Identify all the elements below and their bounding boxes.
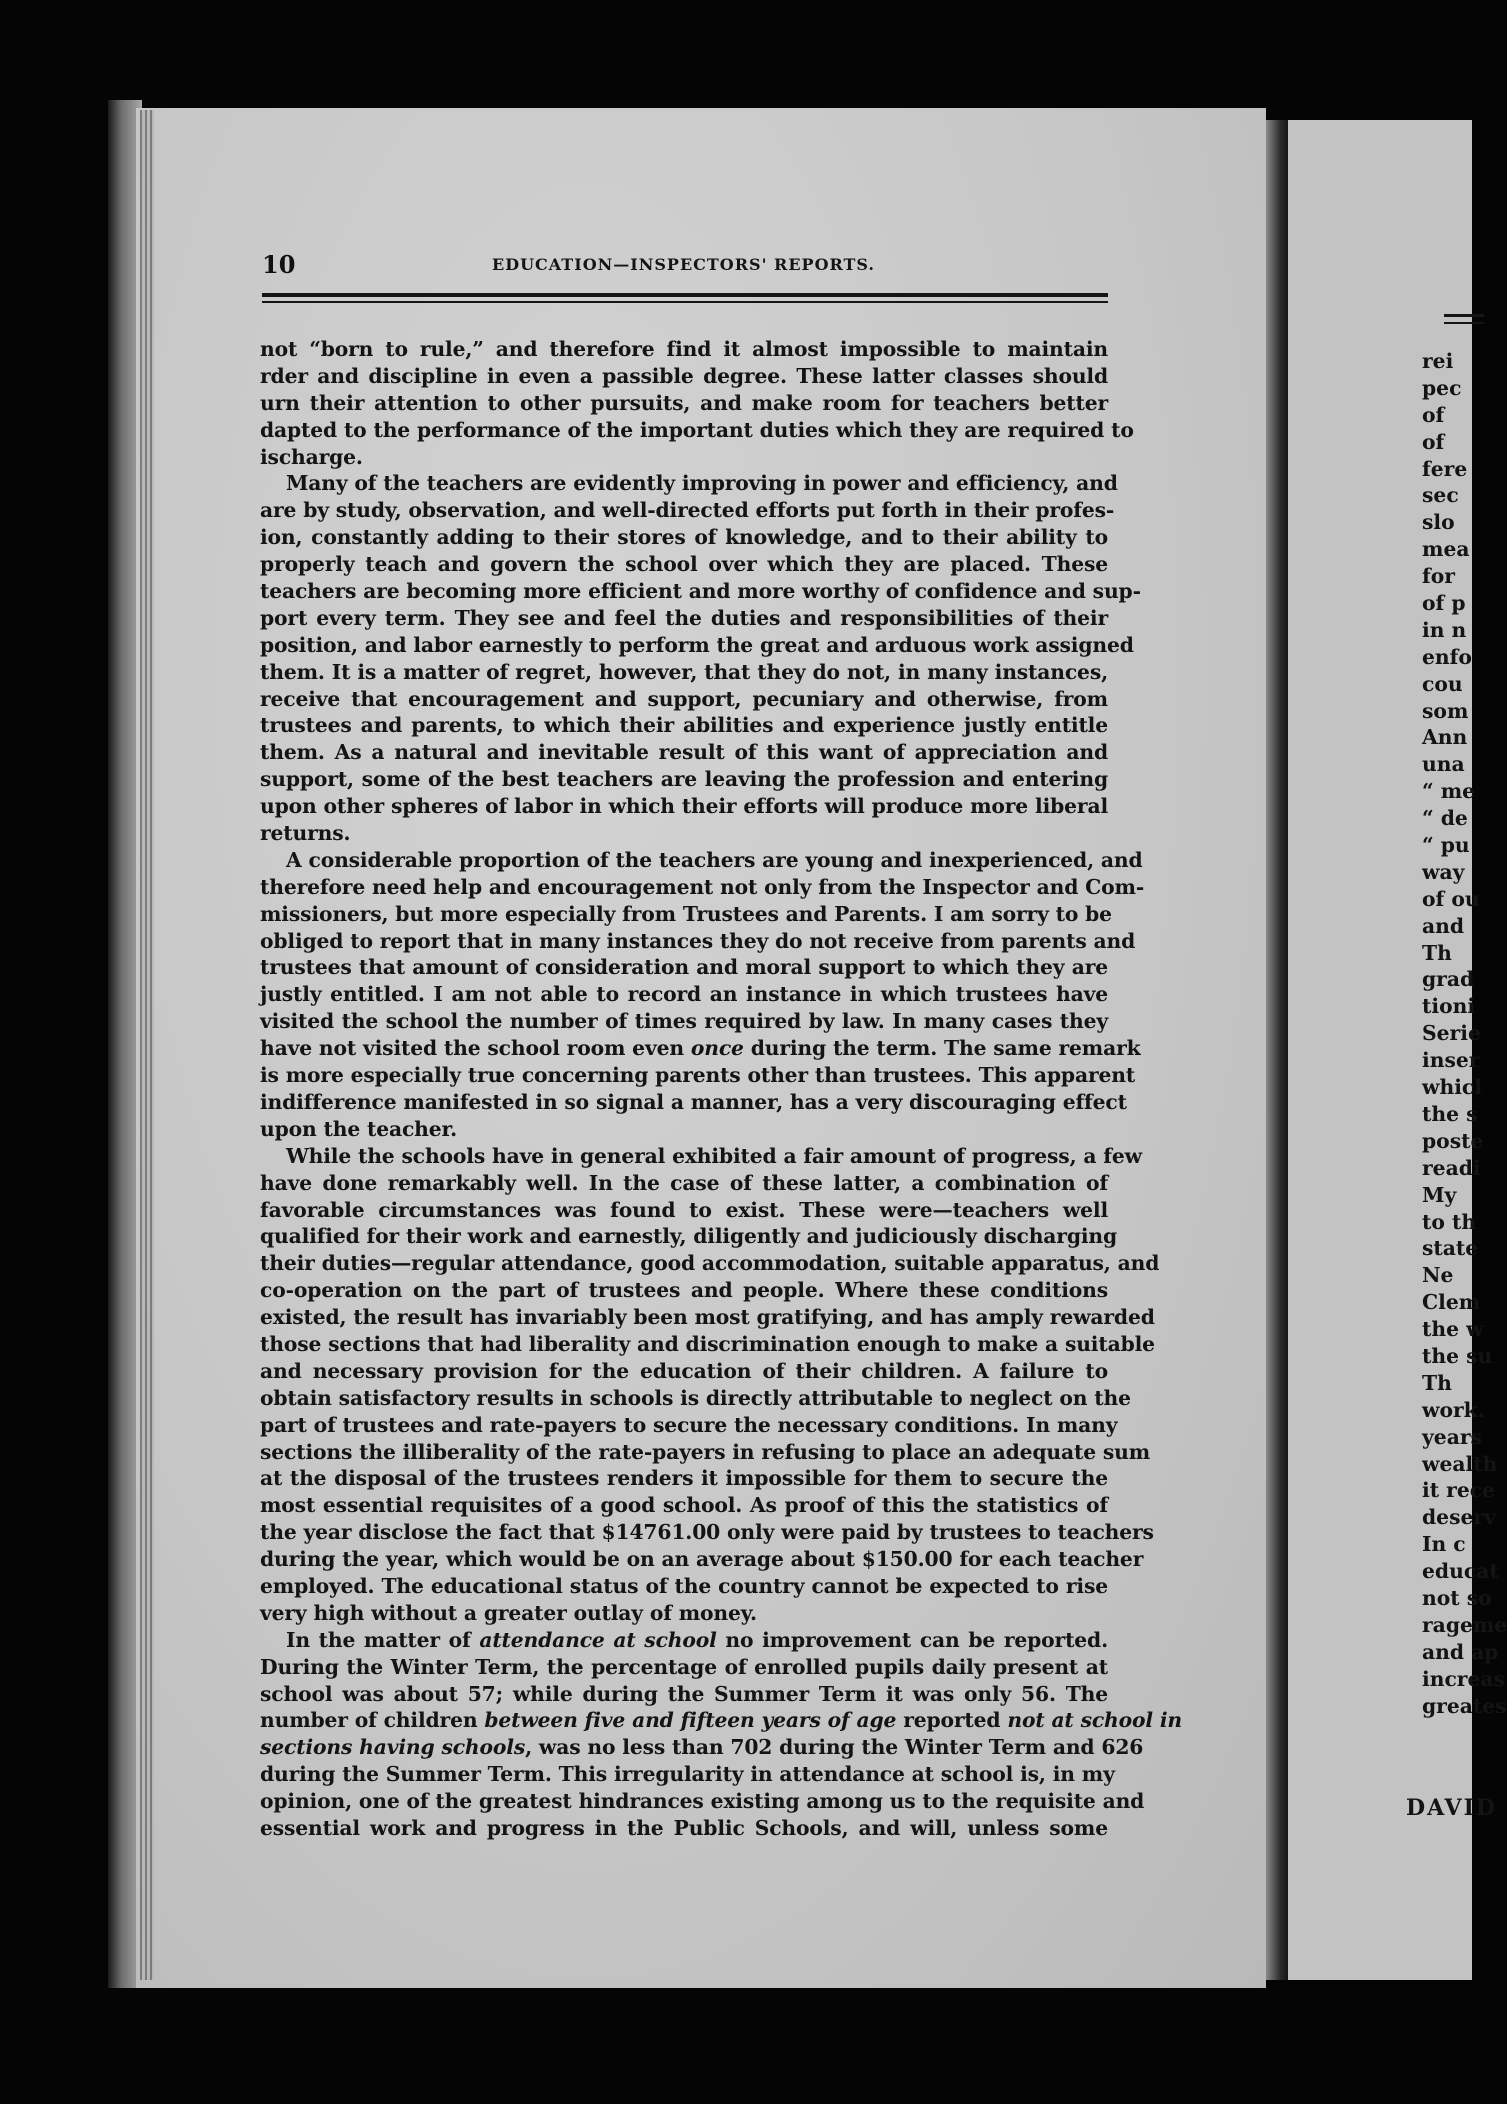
text-run: most essential requisites of a good school. As proof of this the statistics of bbox=[260, 1493, 1108, 1518]
facing-page-signature: DAVID bbox=[1406, 1795, 1497, 1821]
text-run: employed. The educational status of the country cannot be expected to rise bbox=[260, 1573, 1108, 1598]
text-line bbox=[260, 1519, 1154, 1546]
facing-page-line: for bbox=[1422, 564, 1455, 589]
facing-page-line: “ pu bbox=[1422, 833, 1470, 858]
text-line bbox=[260, 659, 1108, 686]
text-run: during the year, which would be on an average about $150.00 for each teacher bbox=[260, 1547, 1144, 1572]
page-header bbox=[262, 250, 1108, 280]
facing-page-line: in n bbox=[1422, 617, 1467, 642]
text-line bbox=[260, 497, 1115, 524]
facing-page-line: rei bbox=[1422, 349, 1454, 373]
text-run: justly entitled. I am not able to record an instance in which trustees have bbox=[260, 982, 1108, 1007]
text-line bbox=[260, 1331, 1155, 1358]
text-line bbox=[260, 1815, 1108, 1842]
text-run: obliged to report that in many instances they do not receive from parents and bbox=[260, 928, 1136, 953]
text-run: reported bbox=[896, 1708, 1008, 1733]
facing-page-line: “ me bbox=[1422, 779, 1476, 804]
book-gutter bbox=[1266, 120, 1290, 1980]
text-run: therefore need help and encouragement not only from the Inspector and Com- bbox=[260, 874, 1145, 899]
text-line bbox=[260, 928, 1136, 955]
text-run: position, and labor earnestly to perform the great and arduous work assigned bbox=[260, 632, 1134, 657]
text-line bbox=[260, 1358, 1108, 1385]
italic-phrase: sections having schools bbox=[260, 1735, 526, 1760]
text-run: part of trustees and rate-payers to secure the necessary conditions. In many bbox=[260, 1412, 1118, 1437]
facing-page-line: Th bbox=[1422, 1370, 1452, 1395]
text-line bbox=[260, 390, 1108, 417]
facing-page-line: grad bbox=[1422, 967, 1475, 992]
facing-page-line: som bbox=[1422, 698, 1469, 723]
facing-page-line: cou bbox=[1422, 671, 1463, 696]
text-run: them. It is a matter of regret, however, that they do not, in many instances, bbox=[260, 659, 1108, 684]
text-run: ischarge. bbox=[260, 444, 363, 469]
text-run: properly teach and govern the school over which they are placed. These bbox=[260, 552, 1108, 577]
facing-page-line: way bbox=[1422, 859, 1465, 884]
text-run: During the Winter Term, the percentage of enrolled pupils daily present at bbox=[260, 1654, 1108, 1679]
facing-page-line: to th bbox=[1422, 1209, 1477, 1234]
text-line bbox=[260, 1546, 1144, 1573]
text-line bbox=[260, 1197, 1108, 1224]
text-run: and necessary provision for the education of their children. A failure to bbox=[260, 1358, 1108, 1383]
text-run: have done remarkably well. In the case of these latter, a combination of bbox=[260, 1170, 1108, 1195]
facing-page-line: Ne bbox=[1422, 1263, 1454, 1288]
running-head: EDUCATION—INSPECTORS' REPORTS. bbox=[492, 255, 875, 274]
facing-page-rule bbox=[1444, 314, 1484, 317]
text-line bbox=[260, 1465, 1108, 1492]
text-line bbox=[260, 712, 1108, 739]
italic-phrase: not at school in bbox=[1007, 1708, 1182, 1733]
text-line bbox=[260, 1412, 1118, 1439]
text-line bbox=[260, 1627, 1108, 1654]
text-run: rder and discipline in even a passible degree. These latter classes should bbox=[260, 363, 1108, 388]
facing-page-line: Ann bbox=[1422, 725, 1468, 750]
text-run: are by study, observation, and well-directed efforts put forth in their profes- bbox=[260, 498, 1115, 523]
facing-page-line: educat bbox=[1422, 1559, 1499, 1584]
facing-page-line: Th bbox=[1422, 940, 1452, 965]
text-run: during the term. The same remark bbox=[743, 1036, 1141, 1061]
text-run: at the disposal of the trustees renders it impossible for them to secure the bbox=[260, 1466, 1108, 1491]
text-line bbox=[260, 1788, 1145, 1815]
text-line bbox=[260, 1062, 1136, 1089]
facing-page-text bbox=[1288, 348, 1507, 1719]
body-text bbox=[260, 336, 1182, 1842]
text-line bbox=[260, 417, 1134, 444]
text-line bbox=[260, 1170, 1108, 1197]
facing-page-line: greates bbox=[1422, 1693, 1507, 1718]
facing-page-line: of p bbox=[1422, 591, 1466, 616]
text-run: favorable circumstances was found to exist. These were—teachers well bbox=[260, 1197, 1108, 1222]
text-run: Many of the teachers are evidently improving in power and efficiency, and bbox=[286, 471, 1118, 496]
text-line bbox=[260, 1439, 1151, 1466]
text-line bbox=[260, 524, 1108, 551]
text-run: returns. bbox=[260, 821, 351, 846]
text-line bbox=[260, 739, 1108, 766]
text-line bbox=[260, 954, 1108, 981]
text-line bbox=[260, 1277, 1108, 1304]
facing-page-line: slo bbox=[1422, 510, 1455, 535]
text-run: co-operation on the part of trustees and people. Where these conditions bbox=[260, 1278, 1108, 1303]
text-line bbox=[260, 820, 1108, 847]
text-line bbox=[260, 578, 1141, 605]
text-line bbox=[260, 1008, 1108, 1035]
text-line bbox=[260, 632, 1134, 659]
text-line bbox=[260, 901, 1112, 928]
facing-page-line: “ de bbox=[1422, 806, 1468, 831]
text-line bbox=[260, 1492, 1108, 1519]
text-run: the year disclose the fact that $14761.00 only were paid by trustees to teachers bbox=[260, 1520, 1154, 1545]
facing-page-line: it rece bbox=[1422, 1478, 1495, 1503]
text-line bbox=[260, 686, 1108, 713]
facing-page-line: increas bbox=[1422, 1666, 1505, 1691]
facing-page-line: deserv bbox=[1422, 1505, 1496, 1530]
facing-page-line: enfo bbox=[1422, 644, 1472, 669]
text-line bbox=[260, 1304, 1155, 1331]
text-run: receive that encouragement and support, pecuniary and otherwise, from bbox=[260, 686, 1108, 711]
text-run: ion, constantly adding to their stores of knowledge, and to their ability to bbox=[260, 525, 1108, 550]
text-run: not “born to rule,” and therefore find it almost impossible to maintain bbox=[260, 337, 1108, 361]
facing-page-line: pec bbox=[1422, 375, 1462, 400]
text-run: , was no less than 702 during the Winter Term and 626 bbox=[525, 1735, 1144, 1760]
italic-phrase: attendance at school bbox=[479, 1627, 717, 1652]
text-line bbox=[260, 766, 1108, 793]
italic-phrase: between five and fifteen years of age bbox=[484, 1708, 897, 1733]
text-run: visited the school the number of times required by law. In many cases they bbox=[260, 1009, 1108, 1034]
facing-page-line: the su bbox=[1422, 1343, 1493, 1368]
text-run: is more especially true concerning parents other than trustees. This apparent bbox=[260, 1063, 1136, 1088]
text-line bbox=[260, 363, 1108, 390]
text-run: dapted to the performance of the important duties which they are required to bbox=[260, 417, 1134, 442]
text-run: A considerable proportion of the teachers are young and inexperienced, and bbox=[286, 847, 1143, 872]
text-line bbox=[260, 605, 1108, 632]
text-run: opinion, one of the greatest hindrances existing among us to the requisite and bbox=[260, 1789, 1145, 1814]
text-line bbox=[260, 847, 1143, 874]
facing-page-line: tioni bbox=[1422, 994, 1476, 1019]
text-run: port every term. They see and feel the duties and responsibilities of their bbox=[260, 605, 1108, 630]
text-line bbox=[260, 1223, 1118, 1250]
facing-page-line: readi bbox=[1422, 1155, 1481, 1180]
text-line bbox=[260, 1573, 1108, 1600]
text-run: missioners, but more especially from Trustees and Parents. I am sorry to be bbox=[260, 901, 1112, 926]
text-line bbox=[260, 551, 1108, 578]
text-line bbox=[260, 1707, 1182, 1734]
text-line bbox=[260, 793, 1108, 820]
facing-page-line: of bbox=[1422, 429, 1445, 454]
facing-page-line: Clem bbox=[1422, 1290, 1481, 1315]
text-line bbox=[260, 1116, 1108, 1143]
text-run: upon the teacher. bbox=[260, 1116, 458, 1141]
facing-page-line: sec bbox=[1422, 483, 1459, 508]
facing-page-line: My bbox=[1422, 1182, 1457, 1207]
text-run: In the matter of bbox=[286, 1627, 480, 1652]
facing-page-line: In c bbox=[1422, 1532, 1466, 1557]
text-line bbox=[260, 444, 1108, 471]
text-line bbox=[260, 336, 1108, 363]
text-run: during the Summer Term. This irregularity in attendance at school is, in my bbox=[260, 1762, 1115, 1787]
facing-page-line: inser bbox=[1422, 1048, 1480, 1073]
text-run: urn their attention to other pursuits, and make room for teachers better bbox=[260, 390, 1108, 415]
facing-page-fragment bbox=[1288, 120, 1507, 1980]
page-edge-stack bbox=[140, 110, 154, 1980]
text-line bbox=[260, 1600, 1108, 1627]
text-run: trustees that amount of consideration and moral support to which they are bbox=[260, 955, 1108, 980]
text-line bbox=[260, 1761, 1115, 1788]
text-line bbox=[260, 1654, 1108, 1681]
facing-page-line: fere bbox=[1422, 456, 1468, 481]
text-run: upon other spheres of labor in which their efforts will produce more liberal bbox=[260, 794, 1108, 819]
text-run: While the schools have in general exhibited a fair amount of progress, a few bbox=[286, 1143, 1142, 1168]
facing-page-line: whicl bbox=[1422, 1075, 1482, 1100]
text-run: qualified for their work and earnestly, diligently and judiciously discharging bbox=[260, 1224, 1118, 1249]
facing-page-line: of ou bbox=[1422, 886, 1480, 911]
text-run: existed, the result has invariably been most gratifying, and has amply rewarded bbox=[260, 1305, 1155, 1330]
facing-page-line: and ap bbox=[1422, 1639, 1499, 1664]
text-line bbox=[260, 1681, 1108, 1708]
facing-page-line: Serie bbox=[1422, 1021, 1481, 1046]
text-run: sections the illiberality of the rate-payers in refusing to place an adequate sum bbox=[260, 1439, 1151, 1464]
text-run: them. As a natural and inevitable result of this want of appreciation and bbox=[260, 740, 1108, 765]
text-run: obtain satisfactory results in schools is directly attributable to neglect on the bbox=[260, 1385, 1131, 1410]
page-number: 10 bbox=[262, 250, 296, 279]
facing-page-line: mea bbox=[1422, 537, 1470, 562]
text-line bbox=[260, 1089, 1127, 1116]
facing-page-line: of bbox=[1422, 402, 1445, 427]
text-run: those sections that had liberality and discrimination enough to make a suitable bbox=[260, 1331, 1155, 1356]
text-run: number of children bbox=[260, 1708, 485, 1733]
text-run: indifference manifested in so signal a manner, has a very discouraging effect bbox=[260, 1089, 1127, 1114]
text-run: teachers are becoming more efficient and more worthy of confidence and sup- bbox=[260, 579, 1141, 604]
facing-page-line: not so bbox=[1422, 1585, 1492, 1610]
text-line bbox=[260, 981, 1108, 1008]
text-run: school was about 57; while during the Summer Term it was only 56. The bbox=[260, 1681, 1108, 1706]
text-line bbox=[260, 1035, 1141, 1062]
text-run: trustees and parents, to which their abilities and experience justly entitle bbox=[260, 713, 1108, 738]
text-run: their duties—regular attendance, good accommodation, suitable apparatus, and bbox=[260, 1251, 1160, 1276]
text-run: very high without a greater outlay of money. bbox=[260, 1600, 757, 1625]
facing-page-line: rageme bbox=[1422, 1612, 1507, 1637]
header-rule-thin bbox=[262, 301, 1108, 303]
facing-page-line: the w bbox=[1422, 1317, 1484, 1342]
text-line bbox=[260, 470, 1118, 497]
facing-page-line: years bbox=[1422, 1424, 1482, 1449]
text-line bbox=[260, 1734, 1144, 1761]
italic-phrase: once bbox=[690, 1036, 744, 1061]
text-line bbox=[260, 1385, 1131, 1412]
text-line bbox=[260, 1250, 1160, 1277]
facing-page-line: and bbox=[1422, 913, 1465, 938]
text-run: support, some of the best teachers are leaving the profession and entering bbox=[260, 767, 1108, 792]
facing-page-line: the s bbox=[1422, 1101, 1478, 1126]
text-run: have not visited the school room even bbox=[260, 1036, 691, 1061]
text-line bbox=[260, 874, 1145, 901]
text-run: essential work and progress in the Public Schools, and will, unless some bbox=[260, 1815, 1108, 1840]
facing-page-line: wealth bbox=[1422, 1451, 1498, 1476]
facing-page-line: state bbox=[1422, 1236, 1479, 1261]
text-line bbox=[260, 1143, 1142, 1170]
facing-page-rule-thin bbox=[1444, 322, 1484, 324]
facing-page-line: work. bbox=[1422, 1397, 1485, 1422]
header-rule-thick bbox=[262, 293, 1108, 297]
facing-page-line: una bbox=[1422, 752, 1465, 777]
text-run: no improvement can be reported. bbox=[716, 1627, 1108, 1652]
facing-page-line: poste bbox=[1422, 1128, 1484, 1153]
